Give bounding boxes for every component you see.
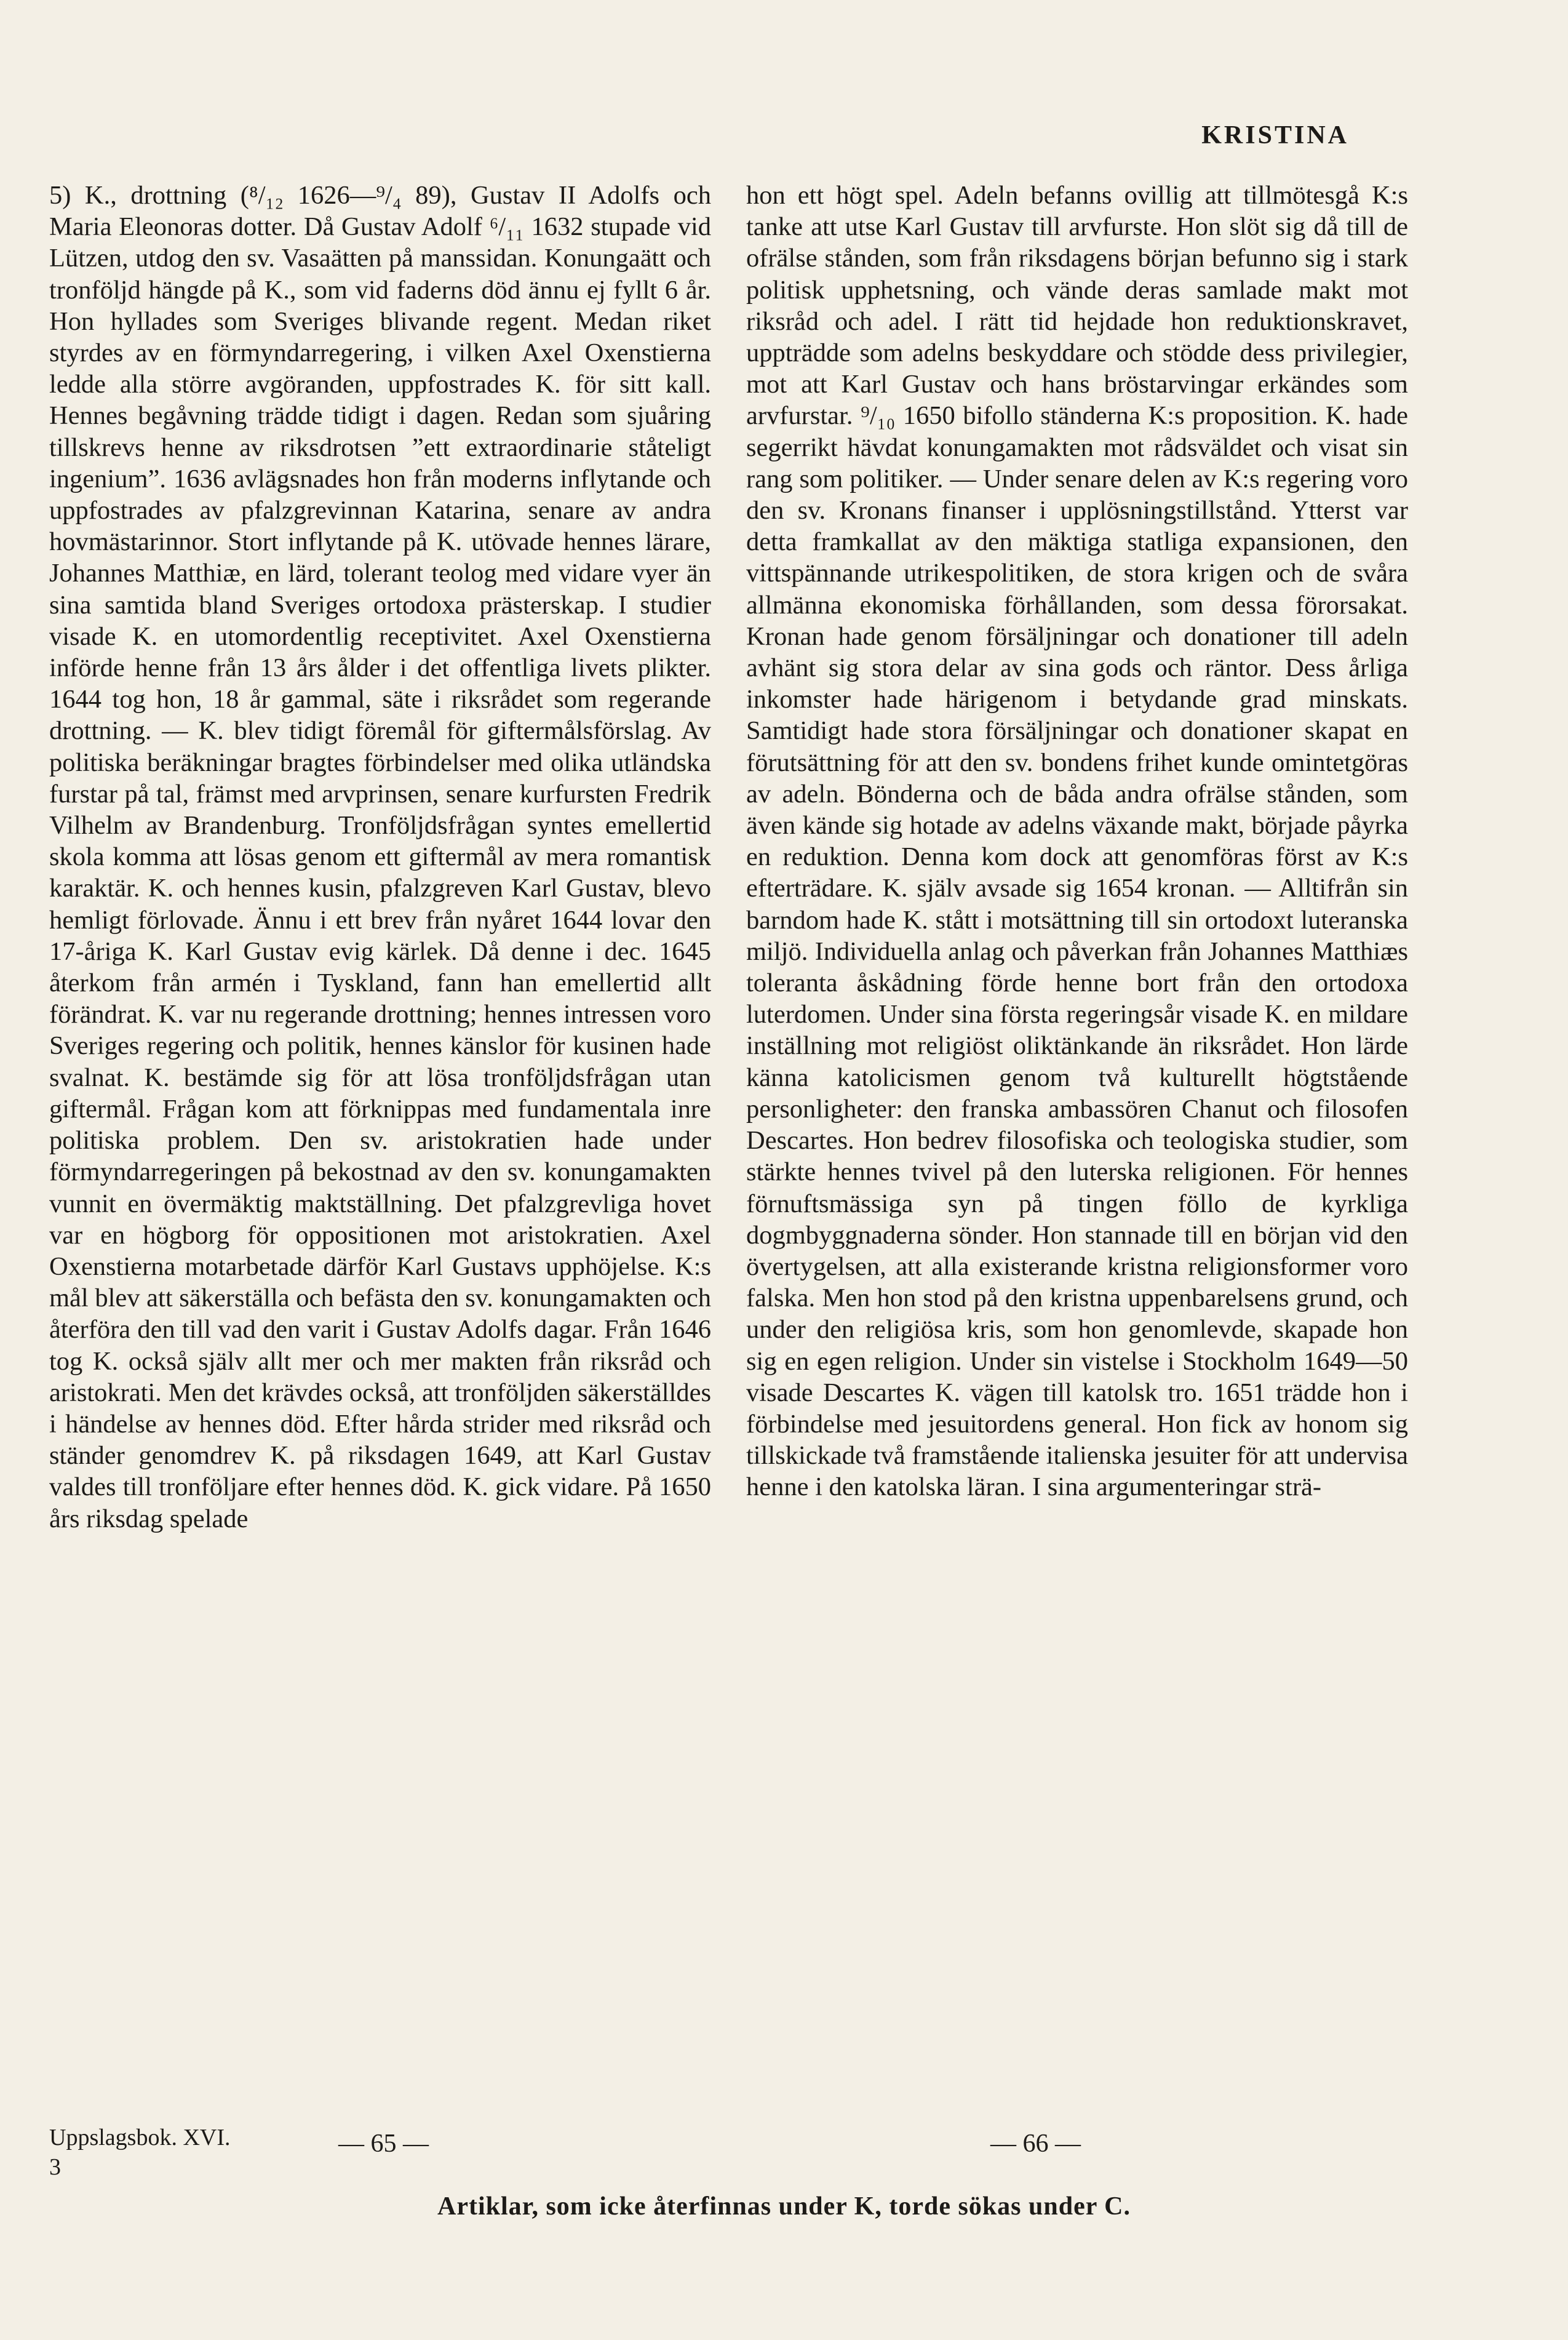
book-signature [49,2123,230,2182]
signature-number: 3 [49,2154,61,2180]
footer-notice: Artiklar, som icke återfinnas under K, torde sökas under C. [437,2192,1131,2221]
book-title: Uppslagsbok. XVI. [49,2125,231,2150]
page-number-right: — 66 — [990,2130,1081,2158]
running-head: KRISTINA [1201,121,1349,150]
article-text-right: hon ett högt spel. Adeln befanns ovillig att tillmötesgå K:s tanke att utse Karl Gustav till arvfurste. Hon slöt sig då till de ofrälse stånden, som från riksdagens början befunno sig i stark politisk upphetsning, och vände deras samlade makt mot riksråd och adel. I rätt tid hejdade hon reduktionskravet, uppträdde som adelns beskyddare och stödde dess privilegier, mot att Karl Gustav och hans bröstarvingar erkändes som arvfurstar. ⁹/₁₀ 1650 bifollo ständerna K:s proposition. K. hade segerrikt hävdat konungamakten mot rådsväldet och visat sin rang som politiker. — Under senare delen av K:s regering voro den sv. Kronans finanser i upplösningstillstånd. Ytterst var detta framkallat av den mäktiga statliga expansionen, den vittspännande utrikespolitiken, de stora krigen och de svåra allmänna ekonomiska förhållanden, som dessa förorsakat. Kronan hade genom försäljningar och donationer till adeln avhänt sig stora delar av sina gods och räntor. Dess årliga inkomster hade härigenom i betydande grad minskats. Samtidigt hade stora försäljningar och donationer skapat en förutsättning för att den sv. bondens frihet kunde omintetgöras av adeln. Bönderna och de båda andra ofrälse stånden, som även kände sig hotade av adelns växande makt, började påyrka en reduktion. Denna kom dock att genomföras först av K:s efterträdare. K. själv avsade sig 1654 kronan. — Alltifrån sin barndom hade K. stått i motsättning till sin ortodoxt luteranska miljö. Individuella anlag och påverkan från Johannes Matthiæs toleranta åskådning förde henne bort från den ortodoxa luterdomen. Under sina första regeringsår visade K. en mildare inställning mot religiöst oliktänkande än riksrådet. Hon lärde känna katolicismen genom två kulturellt högtstående personligheter: den franska ambassören Chanut och filosofen Descartes. Hon bedrev filosofiska och teologiska studier, som stärkte hennes tvivel på den luterska religionen. För hennes förnuftsmässiga syn på tingen föllo de kyrkliga dogmbyggnaderna sönder. Hon stannade till en början vid den övertygelsen, att alla existerande kristna religionsformer voro falska. Men hon stod på den kristna uppenbarelsens grund, och under den religiösa kris, som hon genomlevde, skapade hon sig en egen religion. Under sin vistelse i Stockholm 1649—50 visade Descartes K. vägen till katolsk tro. 1651 trädde hon i förbindelse med jesuitordens general. Hon fick av honom sig tillskickade två framstående italienska jesuiter för att undervisa henne i den katolska läran. I sina argumenteringar strä- [746,181,1408,1502]
text-column-right [746,180,1408,2087]
page-number-left: — 65 — [338,2130,429,2158]
text-column-left [49,180,711,2087]
article-text-left: 5) K., drottning (⁸/₁₂ 1626—⁹/₄ 89), Gustav II Adolfs och Maria Eleonoras dotter. Då Gustav Adolf ⁶/₁₁ 1632 stupade vid Lützen, utdog den sv. Vasaätten på manssidan. Konungaätt och tronföljd hängde på K., som vid faderns död ännu ej fyllt 6 år. Hon hyllades som Sveriges blivande regent. Medan riket styrdes av en förmyndarregering, i vilken Axel Oxenstierna ledde alla större avgöranden, uppfostrades K. för sitt kall. Hennes begåvning trädde tidigt i dagen. Redan som sjuåring tillskrevs henne av riksdrotsen ”ett extraordinarie ståteligt ingenium”. 1636 avlägsnades hon från moderns inflytande och uppfostrades av pfalzgrevinnan Katarina, senare av andra hovmästarinnor. Stort inflytande på K. utövade hennes lärare, Johannes Matthiæ, en lärd, tolerant teolog med vidare vyer än sina samtida bland Sveriges ortodoxa prästerskap. I studier visade K. en utomordentlig receptivitet. Axel Oxenstierna införde henne från 13 års ålder i det offentliga livets plikter. 1644 tog hon, 18 år gammal, säte i riksrådet som regerande drottning. — K. blev tidigt föremål för giftermålsförslag. Av politiska beräkningar bragtes förbindelser med olika utländska furstar på tal, främst med arvprinsen, senare kurfursten Fredrik Vilhelm av Brandenburg. Tronföljdsfrågan syntes emellertid skola komma att lösas genom ett giftermål av mera romantisk karaktär. K. och hennes kusin, pfalzgreven Karl Gustav, blevo hemligt förlovade. Ännu i ett brev från nyåret 1644 lovar den 17-åriga K. Karl Gustav evig kärlek. Då denne i dec. 1645 återkom från armén i Tyskland, fann han emellertid allt förändrat. K. var nu regerande drottning; hennes intressen voro Sveriges regering och politik, hennes känslor för kusinen hade svalnat. K. bestämde sig för att lösa tronföljdsfrågan utan giftermål. Frågan kom att förknippas med fundamentala inre politiska problem. Den sv. aristokratien hade under förmyndarregeringen på bekostnad av den sv. konungamakten vunnit en övermäktig maktställning. Det pfalzgrevliga hovet var en högborg för oppositionen mot aristokratien. Axel Oxenstierna motarbetade därför Karl Gustavs upphöjelse. K:s mål blev att säkerställa och befästa den sv. konungamakten och återföra den till vad den varit i Gustav Adolfs dagar. Från 1646 tog K. också själv allt mer och mer makten från riksråd och aristokrati. Men det krävdes också, att tronföljden säkerställdes i händelse av hennes död. Efter hårda strider med riksråd och ständer genomdrev K. på riksdagen 1649, att Karl Gustav valdes till tronföljare efter hennes död. K. gick vidare. På 1650 års riksdag spelade [49,181,711,1533]
